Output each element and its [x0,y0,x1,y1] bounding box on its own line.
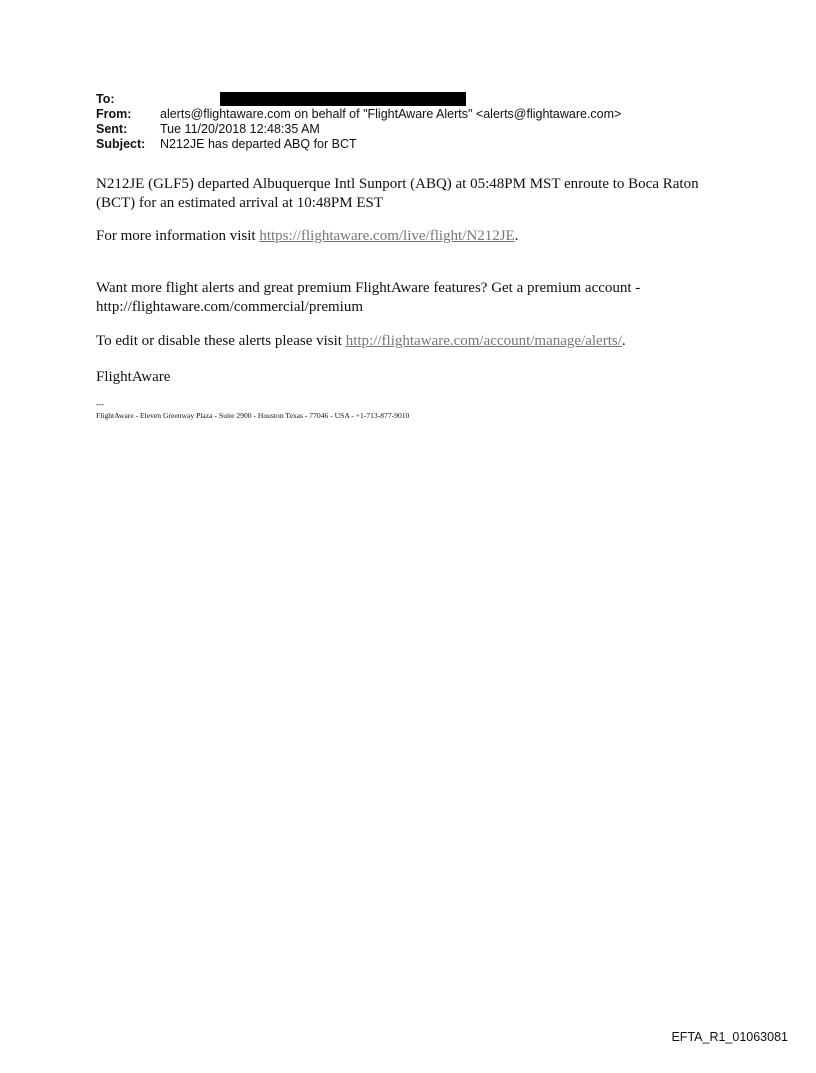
footer-address: FlightAware - Eleven Greenway Plaza - Suite 2900 - Houston Texas - 77046 - USA - +1-713-877-9010 [96,411,410,420]
departure-paragraph: N212JE (GLF5) departed Albuquerque Intl Sunport (ABQ) at 05:48PM MST enroute to Boca Raton (BCT) for an estimated arrival at 10:48PM EST [96,176,699,211]
sent-row [96,122,621,137]
premium-paragraph: Want more flight alerts and great premium FlightAware features? Get a premium account - http://flightaware.com/commercial/premium [96,280,641,315]
flight-info-link[interactable]: https://flightaware.com/live/flight/N212JE [259,228,515,244]
more-info-period: . [514,228,519,244]
subject-value: N212JE has departed ABQ for BCT [160,137,357,151]
manage-alerts-paragraph [96,332,706,351]
sent-value: Tue 11/20/2018 12:48:35 AM [160,122,320,136]
manage-alerts-period: . [621,333,626,349]
subject-label: Subject: [96,137,146,151]
email-header [96,92,621,152]
signature: FlightAware [96,369,171,385]
manage-alerts-text: To edit or disable these alerts please visit [96,333,346,349]
redacted-recipient [220,92,466,106]
document-id: EFTA_R1_01063081 [671,1030,788,1044]
to-row [96,92,621,107]
footer-separator: --- [96,400,104,409]
subject-row [96,137,621,152]
from-row [96,107,621,122]
to-label: To: [96,92,115,106]
more-info-text: For more information visit [96,228,260,244]
more-info-paragraph [96,227,706,246]
from-label: From: [96,107,132,121]
sent-label: Sent: [96,122,128,136]
from-value: alerts@flightaware.com on behalf of "FlightAware Alerts" <alerts@flightaware.com> [160,107,622,121]
manage-alerts-link[interactable]: http://flightaware.com/account/manage/alerts/ [345,333,622,349]
